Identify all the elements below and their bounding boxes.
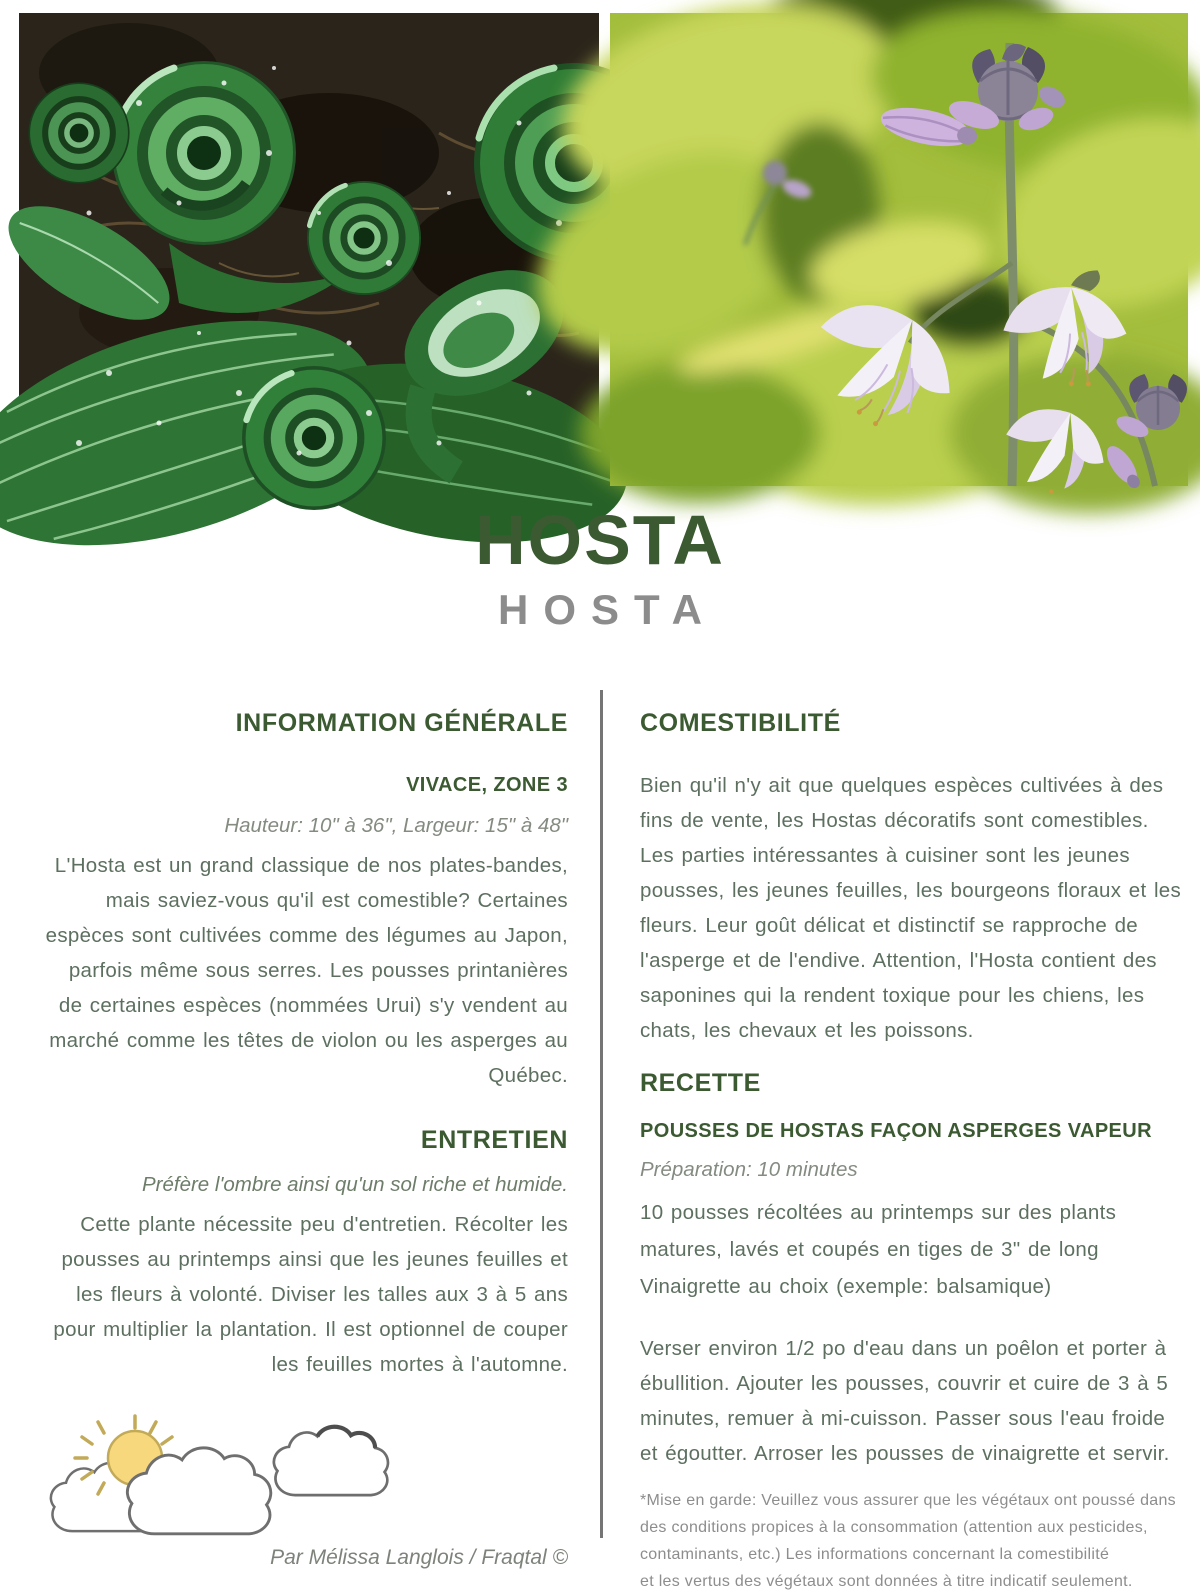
hosta-flowers-photo [610,13,1188,486]
dimensions-line: Hauteur: 10" à 36", Largeur: 15" à 48" [224,814,568,837]
ingredient-item: Vinaigrette au choix (exemple: balsamique) [640,1275,1052,1298]
ingredient-list [640,1194,1185,1305]
disclaimer-line: *Mise en garde: Veuillez vous assurer que les végétaux ont poussé dans [640,1492,1176,1509]
edibility-heading: COMESTIBILITÉ [640,709,841,737]
edibility-text: Bien qu'il n'y ait que quelques espèces cultivées à des fins de vente, les Hostas décoratifs sont comestibles. Les parties intéressantes à cuisiner sont les jeunes pousses, les jeunes feuilles, les bourgeons floraux et les fleurs. Leur goût délicat et distinctif se rapproche de l'asperge et de l'endive. Attention, l'Hosta contient des saponines qui la rendent toxique pour les chiens, les chats, les chevaux et les poissons. [640,774,1182,1042]
disclaimer-line: contaminants, etc.) Les informations concernant la comestibilité [640,1546,1110,1563]
general-info-text: L'Hosta est un grand classique de nos plates-bandes, mais saviez-vous qu'il est comestible? Certaines espèces sont cultivées comme des légumes au Japon, parfois même sous serres. Les pousses printanières de certaines espèces (nommées Urui) s'y vendent au marché comme les têtes de violon ou les asperges au Québec. [45,854,568,1087]
page-subtitle: HOSTA [498,586,717,633]
recipe-heading: RECETTE [640,1069,761,1097]
disclaimer [640,1487,1185,1595]
right-column [640,690,1185,1595]
left-column [40,690,568,1572]
attribution: Par Mélissa Langlois / Fraqtal © [270,1546,568,1569]
prep-time: Préparation: 10 minutes [640,1158,858,1181]
general-info-heading: INFORMATION GÉNÉRALE [235,709,568,737]
ingredient-item: 10 pousses récoltées au printemps sur des plants matures, lavés et coupés en tiges de 3" de long [640,1201,1117,1261]
sun-clouds-illustration [40,1408,392,1538]
zone-subheading: VIVACE, ZONE 3 [406,774,568,796]
care-heading: ENTRETIEN [420,1126,568,1154]
care-note: Préfère l'ombre ainsi qu'un sol riche et humide. [141,1173,568,1196]
disclaimer-line: des conditions propices à la consommation (attention aux pesticides, [640,1519,1148,1536]
recipe-instructions: Verser environ 1/2 po d'eau dans un poêlon et porter à ébullition. Ajouter les pousses, couvrir et cuire de 3 à 5 minutes, remuer à mi-cuisson. Passer sous l'eau froide et égoutter. Arroser les pousses de vinaigrette et servir. [640,1337,1170,1465]
hosta-shoots-photo [19,13,599,490]
disclaimer-line: et les vertus des végétaux sont données à titre indicatif seulement. [640,1573,1133,1590]
page-title: HOSTA [475,501,725,579]
cloud-icon [274,1427,388,1495]
column-divider [600,690,603,1538]
care-text: Cette plante nécessite peu d'entretien. Récolter les pousses au printemps ainsi que les jeunes feuilles et les fleurs à volonté. Diviser les talles aux 3 à 5 ans pour multiplier la plantation. Il est optionnel de couper les feuilles mortes à l'automne. [53,1213,568,1376]
recipe-title: POUSSES DE HOSTAS FAÇON ASPERGES VAPEUR [640,1120,1152,1142]
